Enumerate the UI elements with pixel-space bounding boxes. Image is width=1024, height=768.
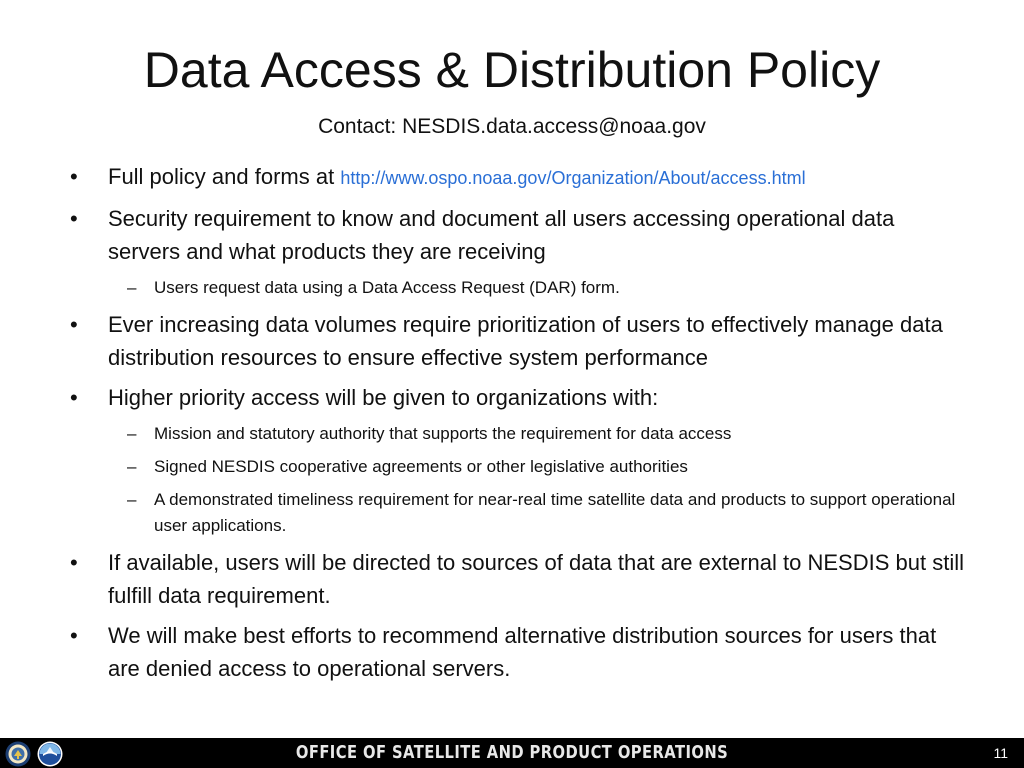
bullet-text: If available, users will be directed to sources of data that are external to NESDIS but still fulfill data requirement.: [108, 550, 964, 608]
sub-bullet-text: A demonstrated timeliness requirement for near-real time satellite data and products to support operational user applications.: [154, 490, 956, 535]
bullet-text: Security requirement to know and document all users accessing operational data servers and what products they are receiving: [108, 206, 895, 264]
bullet-marker: •: [70, 623, 78, 648]
bullet-text: Ever increasing data volumes require prioritization of users to effectively manage data distribution resources to ensure effective system performance: [108, 312, 943, 370]
doc-seal-icon: [5, 741, 31, 767]
bullet-item: [70, 546, 970, 612]
sub-bullet-text: Mission and statutory authority that supports the requirement for data access: [154, 424, 732, 443]
contact-line: Contact: NESDIS.data.access@noaa.gov: [318, 115, 706, 138]
bullet-text: We will make best efforts to recommend alternative distribution sources for users that are denied access to operational servers.: [108, 623, 937, 681]
sub-bullet-item: [70, 421, 970, 447]
footer-title: OFFICE OF SATELLITE AND PRODUCT OPERATIONS: [295, 742, 729, 763]
bullet-marker: •: [70, 206, 78, 231]
bullet-item: [70, 381, 970, 414]
policy-link[interactable]: http://www.ospo.noaa.gov/Organization/About/access.html: [340, 168, 806, 188]
bullet-marker: •: [70, 385, 78, 410]
bullet-item: [70, 202, 970, 268]
sub-bullet-item: [70, 275, 970, 301]
sub-bullet-marker: –: [127, 457, 137, 476]
bullet-marker: •: [70, 550, 78, 575]
sub-bullet-marker: –: [127, 490, 137, 509]
bullet-text: Higher priority access will be given to organizations with:: [108, 385, 659, 410]
slide-title: Data Access & Distribution Policy: [143, 42, 881, 98]
bullet-item: [70, 619, 970, 685]
bullet-item: [70, 308, 970, 374]
sub-bullet-text: Signed NESDIS cooperative agreements or other legislative authorities: [154, 457, 688, 476]
footer-bar: [0, 738, 1024, 768]
sub-bullet-text: Users request data using a Data Access Request (DAR) form.: [154, 278, 620, 297]
bullet-list: [70, 160, 970, 692]
bullet-marker: •: [70, 312, 78, 337]
sub-bullet-marker: –: [127, 278, 137, 297]
bullet-marker: •: [70, 164, 78, 189]
bullet-item: [70, 160, 970, 195]
sub-bullet-item: [70, 454, 970, 480]
sub-bullet-marker: –: [127, 424, 137, 443]
noaa-logo-icon: [37, 741, 63, 767]
bullet-text: Full policy and forms at: [108, 164, 341, 189]
sub-bullet-item: [70, 487, 970, 539]
page-number: 11: [993, 745, 1008, 761]
